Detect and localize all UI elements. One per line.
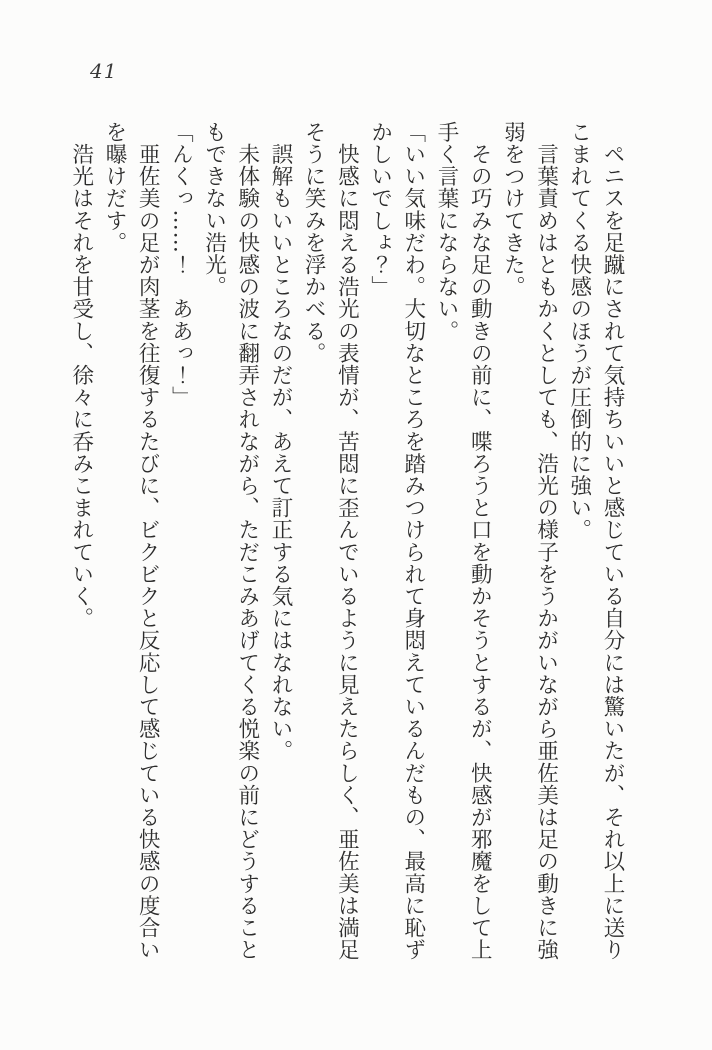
text-line: を曝けだす。 <box>101 121 127 254</box>
text-line: 誤解もいいところなのだが、あえて訂正する気にはなれない。 <box>267 121 293 762</box>
text-line: 亜佐美の足が肉茎を往復するたびに、ビクビクと反応して感じている快感の度合い <box>135 121 161 961</box>
page-number: 41 <box>90 59 118 83</box>
text-line: 「いい気味だわ。大切なところを踏みつけられて身悶えているんだもの、最高に恥ず <box>400 121 426 961</box>
text-line: その巧みな足の動きの前に、喋ろうと口を動かそうとするが、快感が邪魔をして上 <box>467 121 493 961</box>
text-line: そうに笑みを浮かべる。 <box>301 121 327 365</box>
text-line: 快感に悶える浩光の表情が、苦悶に歪んでいるように見えたらしく、亜佐美は満足 <box>334 121 360 961</box>
text-line: 手く言葉にならない。 <box>433 121 459 342</box>
text-line: 弱をつけてきた。 <box>500 121 526 298</box>
text-line: ペニスを足蹴にされて気持ちいいと感じている自分には驚いたが、それ以上に送り <box>600 121 625 961</box>
text-line: かしいでしょ？」 <box>367 121 393 298</box>
text-line: こまれてくる快感のほうが圧倒的に強い。 <box>566 121 592 541</box>
page-text <box>65 121 629 973</box>
text-line: 言葉責めはともかくとしても、浩光の様子をうかがいながら亜佐美は足の動きに強 <box>533 121 559 961</box>
text-line: 浩光はそれを甘受し、徐々に呑みこまれていく。 <box>68 121 94 630</box>
text-line: 未体験の快感の波に翻弄されながら、ただこみあげてくる悦楽の前にどうすること <box>234 121 260 961</box>
text-line: もできない浩光。 <box>201 121 227 298</box>
text-line: 「んくっ……！ ああっ！」 <box>168 121 194 409</box>
